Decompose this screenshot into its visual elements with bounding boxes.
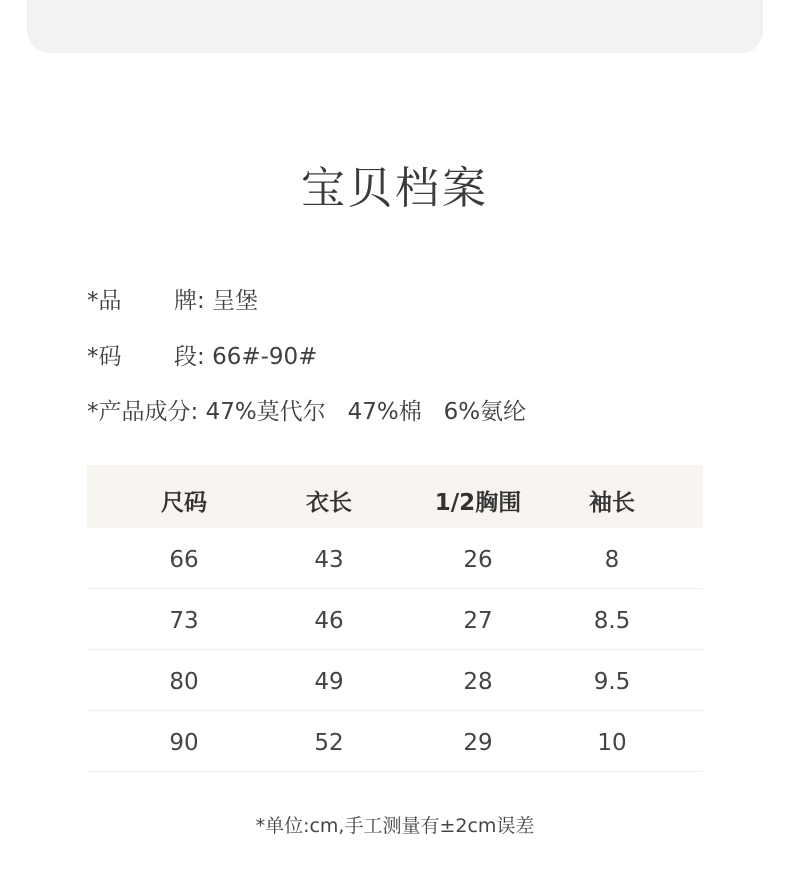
table-cell: 10 — [597, 730, 627, 756]
table-cell: 28 — [463, 669, 493, 695]
spec-brand-key-right: 牌: — [174, 288, 205, 314]
size-table — [87, 465, 703, 772]
table-row — [87, 650, 703, 711]
table-header-cell: 袖长 — [589, 490, 635, 516]
table-cell: 8.5 — [593, 608, 631, 634]
table-header-row — [87, 465, 703, 528]
table-header-cell: 尺码 — [161, 490, 207, 516]
table-cell: 73 — [169, 608, 199, 634]
table-cell: 80 — [169, 669, 199, 695]
table-cell: 8 — [604, 547, 620, 573]
table-cell: 9.5 — [593, 669, 631, 695]
spec-size-key-right: 段: — [174, 344, 205, 370]
table-row — [87, 711, 703, 772]
spec-composition-key: *产品成分: — [87, 399, 199, 425]
spec-composition-value: 47%莫代尔 47%棉 6%氨纶 — [205, 399, 527, 425]
table-cell: 49 — [314, 669, 344, 695]
table-cell: 29 — [463, 730, 493, 756]
section-title: 宝贝档案 — [301, 163, 489, 214]
spec-composition — [87, 393, 526, 426]
spec-size-range — [87, 338, 317, 371]
table-header-cell: 1/2胸围 — [434, 490, 522, 516]
spec-size-key-left: *码 — [87, 344, 122, 370]
table-cell: 27 — [463, 608, 493, 634]
table-cell: 52 — [314, 730, 344, 756]
table-cell: 26 — [463, 547, 493, 573]
spec-brand-key-left: *品 — [87, 288, 122, 314]
spec-brand — [87, 282, 258, 315]
top-image-panel — [27, 0, 763, 53]
table-cell: 43 — [314, 547, 344, 573]
table-cell: 90 — [169, 730, 199, 756]
table-row — [87, 528, 703, 589]
table-header-cell: 衣长 — [306, 490, 352, 516]
spec-brand-value: 呈堡 — [212, 288, 259, 314]
table-row — [87, 589, 703, 650]
measurement-note: *单位:cm,手工测量有±2cm误差 — [255, 815, 535, 837]
table-cell: 66 — [169, 547, 199, 573]
spec-size-value: 66#-90# — [212, 344, 318, 370]
table-cell: 46 — [314, 608, 344, 634]
